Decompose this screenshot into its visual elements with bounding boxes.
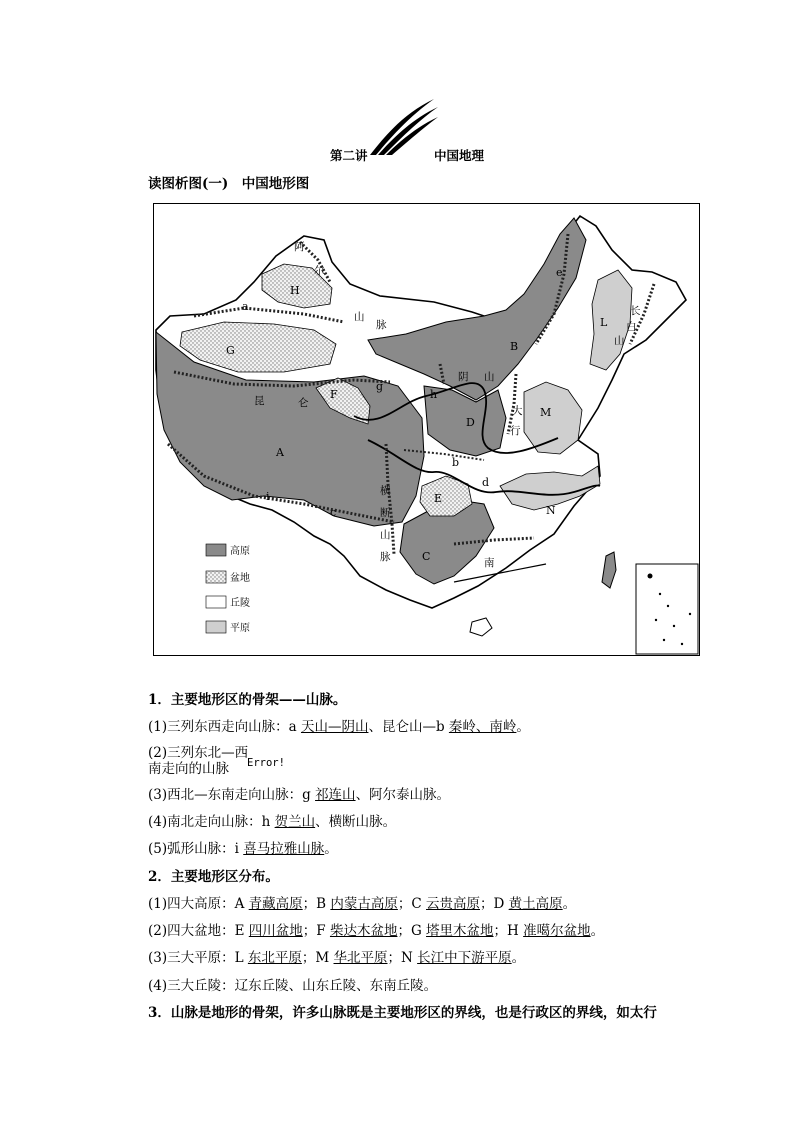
label-mai-1: 山 [354, 311, 365, 323]
q1-l4-b: 贺兰山 [274, 814, 316, 830]
page-header [330, 146, 500, 162]
q2-l3-e: ；N [387, 950, 418, 966]
label-N: N [546, 504, 556, 517]
label-G: G [226, 344, 235, 357]
q2-l1-f: 云贵高原 [426, 896, 481, 912]
q2-l3-g: 。 [511, 950, 526, 966]
legend-plain-swatch [206, 621, 226, 633]
q2-l3-c: ；M [301, 950, 334, 966]
q1-l4-c: 、横断山脉。 [315, 814, 397, 830]
q2-line-1 [148, 895, 576, 913]
q1-error-text: Error! [247, 757, 285, 769]
label-yinshan-2: 山 [484, 371, 495, 383]
q1-l5-b: 喜马拉雅山脉 [243, 841, 325, 857]
label-hengduan-1: 横 [380, 485, 391, 497]
q3-heading: 3．山脉是地形的骨架，许多山脉既是主要地形区的界线，也是行政区的界线，如太行 [148, 1005, 657, 1021]
q1-line-5 [148, 840, 338, 858]
q2-line-2 [148, 922, 604, 940]
label-M: M [540, 406, 552, 419]
q2-l1-h: 黄土高原 [508, 896, 563, 912]
q2-l1-c: ；B [302, 896, 331, 912]
q1-line-4 [148, 813, 396, 831]
label-h: h [430, 388, 438, 401]
q2-l2-h: 准噶尔盆地 [523, 923, 591, 939]
map-svg [154, 204, 699, 655]
hainan-island [470, 618, 492, 636]
legend-hill-label: 丘陵 [230, 598, 250, 609]
taiwan-island [602, 552, 616, 588]
q1-line-2b: 南走向的山脉 [148, 761, 229, 777]
label-a: a [242, 300, 249, 313]
q2-l3-b: 东北平原 [247, 950, 302, 966]
label-B: B [510, 340, 519, 353]
q2-l1-e: ；C [397, 896, 427, 912]
label-C: C [422, 550, 431, 563]
label-altai-1: 阿 [294, 241, 305, 253]
label-kunlun-2: 仑 [298, 397, 309, 409]
q2-l2-g: ；H [493, 923, 524, 939]
q1-l5-c: 。 [324, 841, 338, 857]
lecture-topic: 中国地理 [434, 148, 485, 163]
q2-l1-g: ；D [480, 896, 509, 912]
label-mai-2: 脉 [376, 319, 387, 331]
q1-l5-a: (5)弧形山脉：i [148, 841, 244, 857]
q2-l3-a: (3)三大平原：L [148, 950, 248, 966]
label-A: A [276, 446, 284, 459]
label-H: H [290, 284, 300, 297]
lecture-number: 第二讲 [330, 148, 368, 163]
q2-l2-e: ；G [397, 923, 427, 939]
legend-basin-swatch [206, 571, 226, 583]
label-i: i [266, 490, 270, 503]
q2-l2-c: ；F [302, 923, 330, 939]
label-d: d [482, 476, 490, 489]
legend-hill-swatch [206, 596, 226, 608]
label-altai-2: 尔 [314, 265, 325, 277]
label-yinshan-1: 阴 [458, 371, 469, 383]
q1-l1-a: (1)三列东西走向山脉：a [148, 719, 301, 735]
label-D: D [466, 416, 475, 429]
label-L: L [600, 316, 608, 329]
label-c: c [330, 506, 337, 519]
q1-line-2a: (2)三列东北—西 [148, 745, 249, 761]
q2-l2-b: 四川盆地 [248, 923, 303, 939]
map-legend [206, 544, 250, 634]
label-e: e [556, 266, 563, 279]
q2-l3-f: 长江中下游平原 [417, 950, 512, 966]
q1-l1-d: 秦岭、南岭 [448, 719, 517, 735]
legend-plain-label: 平原 [230, 623, 250, 634]
q1-l1-c: 、昆仑山—b [368, 719, 449, 735]
label-E: E [434, 492, 443, 505]
label-taihang-2: 行 [510, 425, 521, 437]
q1-l4-a: (4)南北走向山脉：h [148, 814, 275, 830]
label-hengduan-2: 断 [380, 507, 391, 519]
label-changbai-2: 白 [626, 321, 637, 333]
q2-l2-f: 塔里木盆地 [426, 923, 494, 939]
q1-l3-c: 、阿尔泰山脉。 [355, 787, 451, 803]
label-g: g [376, 380, 384, 393]
q2-l2-a: (2)四大盆地：E [148, 923, 249, 939]
label-hengduan-3: 山 [380, 529, 391, 541]
q2-l1-b: 青藏高原 [248, 896, 303, 912]
q1-line-1 [148, 718, 530, 736]
label-hengduan-4: 脉 [380, 551, 391, 563]
legend-basin-label: 盆地 [230, 573, 250, 584]
q2-line-3 [148, 949, 525, 967]
q1-l1-e: 。 [516, 719, 530, 735]
label-taihang-1: 大 [512, 405, 523, 417]
q1-l1-b: 天山—阴山 [300, 719, 369, 735]
q1-l3-b: 祁连山 [315, 787, 356, 803]
label-b: b [452, 456, 460, 469]
section-title: 读图析图(一) 中国地形图 [148, 176, 310, 192]
q2-l2-d: 柴达木盆地 [329, 923, 398, 939]
south-china-sea-inset [636, 564, 698, 654]
q2-l1-d: 内蒙古高原 [330, 896, 398, 912]
label-changbai-1: 长 [630, 305, 641, 317]
q2-heading: 2．主要地形区分布。 [148, 869, 279, 885]
label-F: F [330, 388, 338, 401]
q2-l1-i: 。 [562, 896, 577, 912]
label-nanling-1: 南 [484, 557, 495, 569]
label-changbai-3: 山 [614, 335, 625, 347]
q2-l3-d: 华北平原 [333, 950, 388, 966]
q1-line-3 [148, 786, 450, 804]
legend-plateau-swatch [206, 544, 226, 556]
q1-heading: 1．主要地形区的骨架——山脉。 [148, 692, 347, 708]
q2-l1-a: (1)四大高原：A [148, 896, 249, 912]
china-terrain-map [153, 203, 700, 656]
label-kunlun-1: 昆 [254, 395, 265, 407]
q1-l3-a: (3)西北—东南走向山脉：g [148, 787, 316, 803]
q2-line-4: (4)三大丘陵：辽东丘陵、山东丘陵、东南丘陵。 [148, 978, 438, 994]
q2-l2-i: 。 [590, 923, 605, 939]
legend-plateau-label: 高原 [230, 546, 250, 557]
